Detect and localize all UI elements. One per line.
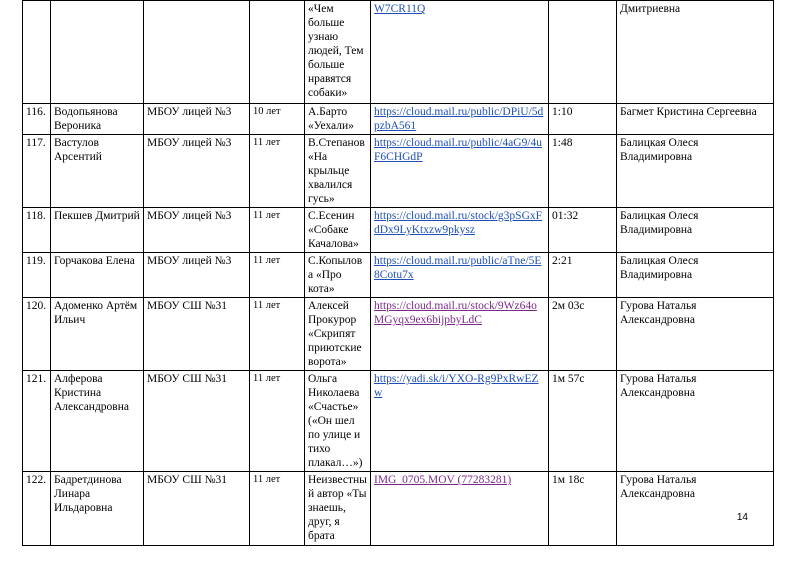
row-number-cell xyxy=(23,104,51,135)
work-title-cell xyxy=(305,1,371,104)
participant-name-cell xyxy=(51,298,144,371)
table-row xyxy=(23,371,774,472)
duration-cell xyxy=(549,298,617,371)
row-number: 116. xyxy=(26,106,46,118)
teacher-name: Гурова Наталья Александровна xyxy=(620,373,697,399)
teacher-name: Дмитриевна xyxy=(620,3,681,15)
work-title-cell xyxy=(305,298,371,371)
participant-name: Пекшев Дмитрий xyxy=(54,210,140,222)
participant-name-cell xyxy=(51,472,144,546)
row-number-cell xyxy=(23,1,51,104)
school-name-cell xyxy=(144,135,250,208)
school-name: МБОУ лицей №3 xyxy=(147,210,232,222)
work-title-cell xyxy=(305,472,371,546)
participants-table xyxy=(22,0,774,546)
participant-age-cell xyxy=(250,104,305,135)
row-number-cell xyxy=(23,208,51,253)
school-name: МБОУ лицей №3 xyxy=(147,255,232,267)
video-link-cell xyxy=(371,104,549,135)
participant-name: Вастулов Арсентий xyxy=(54,137,102,163)
participant-name: Адоменко Артём Ильич xyxy=(54,300,138,326)
teacher-name-cell xyxy=(617,104,774,135)
row-number-cell xyxy=(23,371,51,472)
work-title-cell xyxy=(305,208,371,253)
participant-age: 11 лет xyxy=(253,373,281,384)
work-title: С.Копылова «Про кота» xyxy=(308,255,363,295)
teacher-name-cell xyxy=(617,472,774,546)
video-link-cell xyxy=(371,253,549,298)
row-number: 121. xyxy=(26,373,47,385)
participant-name: Бадретдинова Линара Ильдаровна xyxy=(54,474,122,514)
school-name-cell xyxy=(144,298,250,371)
video-link-cell xyxy=(371,298,549,371)
duration: 1:48 xyxy=(552,137,573,149)
school-name-cell xyxy=(144,208,250,253)
work-title: Неизвестный автор «Ты знаешь, друг, я брата xyxy=(308,474,367,542)
participant-name: Алферова Кристина Александровна xyxy=(54,373,129,413)
table-row xyxy=(23,135,774,208)
work-title: Алексей Прокурор «Скрипят приютские ворота» xyxy=(308,300,362,368)
video-link-cell xyxy=(371,135,549,208)
video-link-cell xyxy=(371,472,549,546)
video-link[interactable]: https://cloud.mail.ru/public/4aG9/4uF6CHGdP xyxy=(374,137,543,163)
teacher-name: Гурова Наталья Александровна xyxy=(620,300,697,326)
table-row xyxy=(23,472,774,546)
school-name: МБОУ СШ №31 xyxy=(147,474,228,486)
duration: 1м 57с xyxy=(552,373,585,385)
participant-age: 11 лет xyxy=(253,137,281,148)
school-name: МБОУ лицей №3 xyxy=(147,137,232,149)
video-link[interactable]: https://cloud.mail.ru/stock/9Wz64oMGyqx9ex6bijpbyLdC xyxy=(374,300,537,326)
participant-age-cell xyxy=(250,208,305,253)
row-number-cell xyxy=(23,298,51,371)
participant-age: 11 лет xyxy=(253,300,281,311)
school-name: МБОУ лицей №3 xyxy=(147,106,232,118)
table-row xyxy=(23,208,774,253)
work-title: В.Степанов «На крыльце хвалился гусь» xyxy=(308,137,365,205)
teacher-name-cell xyxy=(617,253,774,298)
video-link-cell xyxy=(371,208,549,253)
duration-cell xyxy=(549,104,617,135)
participant-name-cell xyxy=(51,135,144,208)
duration: 2м 03с xyxy=(552,300,585,312)
row-number: 117. xyxy=(26,137,46,149)
row-number: 120. xyxy=(26,300,47,312)
work-title: С.Есенин «Собаке Качалова» xyxy=(308,210,359,250)
school-name-cell xyxy=(144,104,250,135)
school-name-cell xyxy=(144,253,250,298)
participant-name-cell xyxy=(51,208,144,253)
table-row xyxy=(23,298,774,371)
duration: 2:21 xyxy=(552,255,573,267)
school-name: МБОУ СШ №31 xyxy=(147,373,228,385)
teacher-name: Гурова Наталья Александровна xyxy=(620,474,697,500)
video-link[interactable]: W7CR11Q xyxy=(374,3,426,15)
teacher-name: Балицкая Олеся Владимировна xyxy=(620,255,699,281)
work-title-cell xyxy=(305,104,371,135)
work-title-cell xyxy=(305,253,371,298)
row-number: 122. xyxy=(26,474,47,486)
participant-age: 11 лет xyxy=(253,210,281,221)
duration-cell xyxy=(549,208,617,253)
teacher-name-cell xyxy=(617,1,774,104)
participant-age-cell xyxy=(250,253,305,298)
participant-age: 11 лет xyxy=(253,474,281,485)
participant-age-cell xyxy=(250,1,305,104)
row-number: 119. xyxy=(26,255,46,267)
work-title-cell xyxy=(305,135,371,208)
participant-age: 10 лет xyxy=(253,106,281,117)
participant-name-cell xyxy=(51,1,144,104)
duration: 1м 18с xyxy=(552,474,585,486)
participant-age-cell xyxy=(250,472,305,546)
school-name-cell xyxy=(144,371,250,472)
teacher-name: Багмет Кристина Сергеевна xyxy=(620,106,757,118)
participant-age-cell xyxy=(250,298,305,371)
page-number: 14 xyxy=(736,512,748,523)
row-number: 118. xyxy=(26,210,46,222)
school-name-cell xyxy=(144,1,250,104)
video-link-cell xyxy=(371,371,549,472)
teacher-name-cell xyxy=(617,371,774,472)
row-number-cell xyxy=(23,253,51,298)
school-name: МБОУ СШ №31 xyxy=(147,300,228,312)
teacher-name: Балицкая Олеся Владимировна xyxy=(620,210,699,236)
video-link-cell xyxy=(371,1,549,104)
duration: 01:32 xyxy=(552,210,579,222)
duration-cell xyxy=(549,371,617,472)
video-link[interactable]: https://cloud.mail.ru/public/DPiU/5dpzbA561 xyxy=(374,106,544,132)
duration-cell xyxy=(549,135,617,208)
table-row xyxy=(23,253,774,298)
work-title: Ольга Николаева «Счастье» («Он шел по улице и тихо плакал…») xyxy=(308,373,363,469)
participant-age-cell xyxy=(250,371,305,472)
row-number-cell xyxy=(23,472,51,546)
participant-name-cell xyxy=(51,104,144,135)
participant-name: Водопьянова Вероника xyxy=(54,106,118,132)
duration: 1:10 xyxy=(552,106,573,118)
participant-name-cell xyxy=(51,371,144,472)
row-number-cell xyxy=(23,135,51,208)
duration-cell xyxy=(549,253,617,298)
school-name-cell xyxy=(144,472,250,546)
teacher-name-cell xyxy=(617,208,774,253)
video-link[interactable]: https://cloud.mail.ru/public/aTne/5E8Cotu7x xyxy=(374,255,542,281)
table-row xyxy=(23,104,774,135)
video-link[interactable]: IMG_0705.MOV (77283281) xyxy=(374,474,512,486)
work-title: А.Барто «Уехали» xyxy=(308,106,354,132)
teacher-name-cell xyxy=(617,298,774,371)
video-link[interactable]: https://cloud.mail.ru/stock/g3pSGxFdDx9LyKtxzw9pkysz xyxy=(374,210,543,236)
teacher-name: Балицкая Олеся Владимировна xyxy=(620,137,699,163)
duration-cell xyxy=(549,1,617,104)
teacher-name-cell xyxy=(617,135,774,208)
work-title-cell xyxy=(305,371,371,472)
participant-name: Горчакова Елена xyxy=(54,255,135,267)
participant-age-cell xyxy=(250,135,305,208)
table-row xyxy=(23,1,774,104)
participant-name-cell xyxy=(51,253,144,298)
video-link[interactable]: https://yadi.sk/i/YXO-Rg9PxRwEZw xyxy=(374,373,539,399)
duration-cell xyxy=(549,472,617,546)
work-title: «Чем больше узнаю людей, Тем больше нравятся собаки» xyxy=(308,3,364,99)
participant-age: 11 лет xyxy=(253,255,281,266)
